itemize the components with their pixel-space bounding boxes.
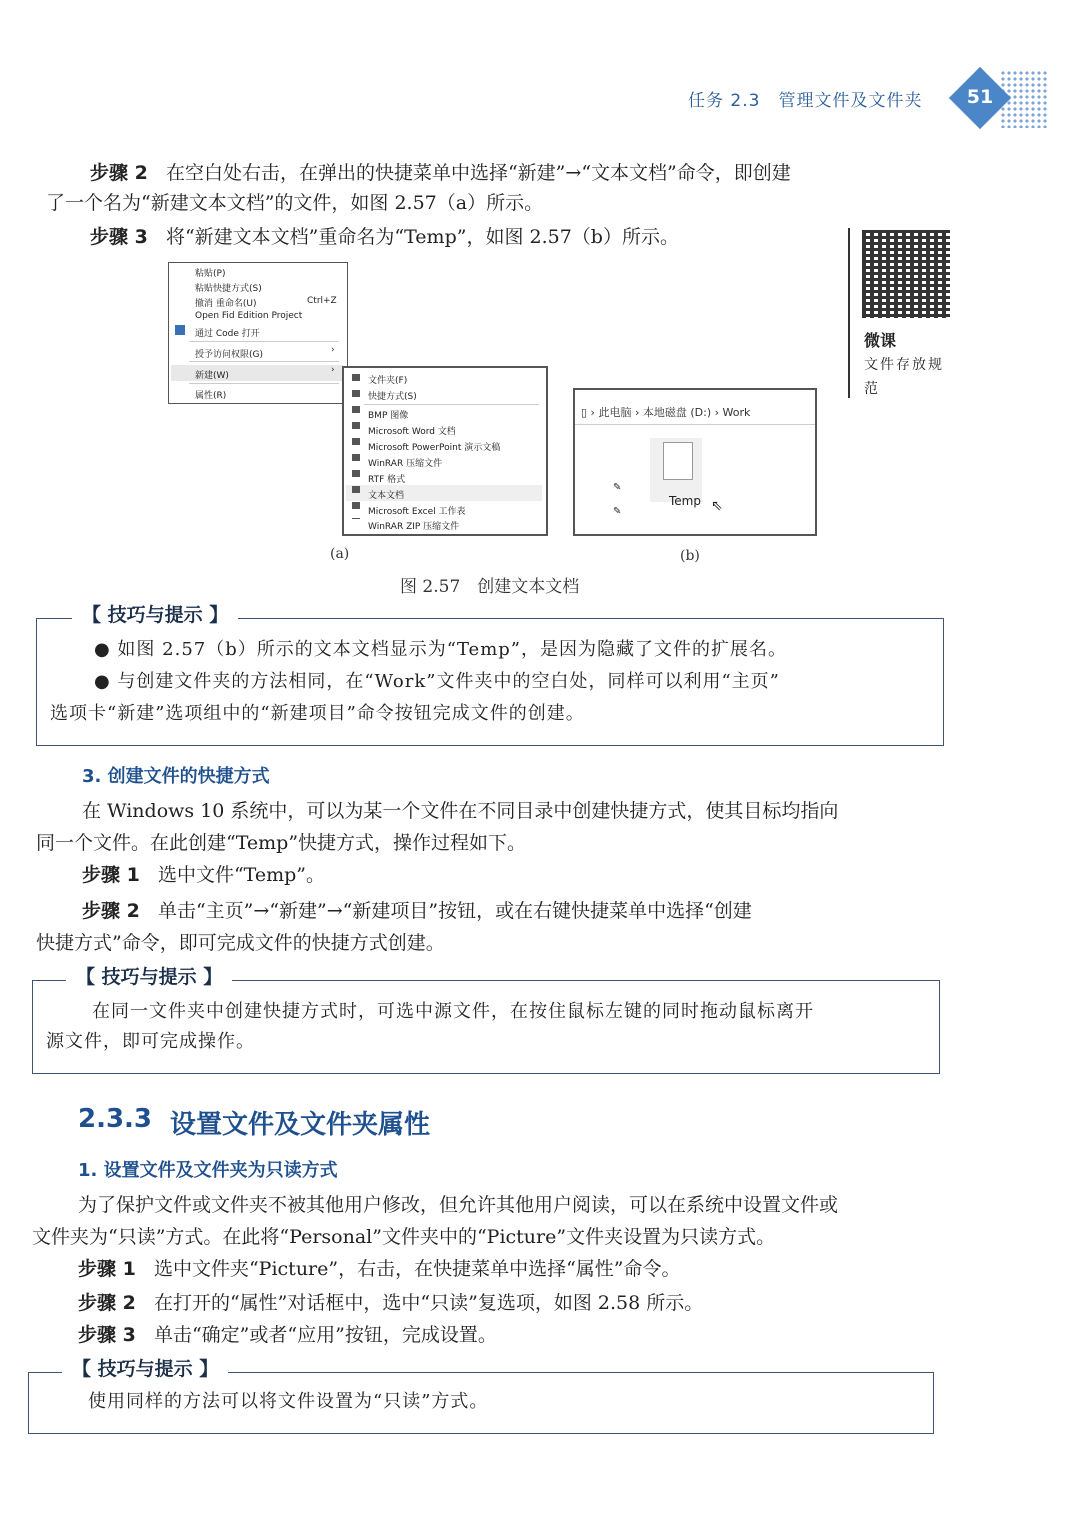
breadcrumb-item[interactable]: Work <box>722 406 751 419</box>
tip-text: ● 如图 2.57（b）所示的文本文档显示为“Temp”，是因为隐藏了文件的扩展名。 <box>94 639 788 660</box>
step-label: 步骤 2 <box>90 162 148 184</box>
tip-title: 【 技巧与提示 】 <box>62 1354 228 1381</box>
section-heading: 1. 设置文件及文件夹为只读方式 <box>78 1160 338 1181</box>
menu-item[interactable]: 通过 Code 打开 <box>195 329 260 339</box>
step-label: 步骤 1 <box>82 864 140 886</box>
submenu-item[interactable]: RTF 格式 <box>368 475 406 485</box>
menu-item[interactable]: 粘贴快捷方式(S) <box>195 284 262 294</box>
chevron-right-icon: › <box>331 365 335 375</box>
submenu-item[interactable]: Microsoft Excel 工作表 <box>368 507 466 517</box>
file-type-icons <box>352 374 360 519</box>
step-continuation: 了一个名为“新建文本文档”的文件，如图 2.57（a）所示。 <box>46 192 544 214</box>
menu-divider <box>364 404 539 405</box>
breadcrumb-sep-icon: ▯ › <box>581 406 599 419</box>
step-line <box>82 894 752 928</box>
menu-item[interactable]: Open Fid Edition Project <box>195 311 303 321</box>
tip-title: 【 技巧与提示 】 <box>72 600 238 627</box>
menu-divider <box>189 361 339 362</box>
step-text: 在打开的“属性”对话框中，选中“只读”复选项，如图 2.58 所示。 <box>153 1292 704 1314</box>
qr-code <box>862 230 950 318</box>
submenu-item[interactable]: Microsoft PowerPoint 演示文稿 <box>368 443 501 453</box>
step-line <box>78 1286 703 1320</box>
body-text: 同一个文件。在此创建“Temp”快捷方式，操作过程如下。 <box>36 832 527 854</box>
qr-title: 微课 <box>864 331 897 350</box>
step-text: 选中文件夹“Picture”，右击，在快捷菜单中选择“属性”命令。 <box>153 1258 681 1280</box>
tip-text: 使用同样的方法可以将文件设置为“只读”方式。 <box>88 1391 489 1412</box>
side-rule <box>848 228 850 398</box>
breadcrumb-sep-icon: › <box>634 406 643 419</box>
menu-item[interactable]: 粘贴(P) <box>195 269 226 279</box>
step-text: 单击“主页”→“新建”→“新建项目”按钮，或在右键快捷菜单中选择“创建 <box>157 900 752 922</box>
figure-label-a: (a) <box>330 546 350 562</box>
address-divider <box>575 424 815 425</box>
step-line <box>90 220 679 254</box>
pin-icon: ✎ <box>613 506 622 517</box>
step-label: 步骤 2 <box>78 1292 136 1314</box>
context-menu <box>168 262 348 404</box>
submenu-item[interactable]: WinRAR 压缩文件 <box>368 459 443 469</box>
qr-caption: 范 <box>864 381 878 397</box>
menu-item[interactable]: 授予访问权限(G) <box>195 350 263 360</box>
vscode-icon <box>175 325 185 335</box>
new-submenu <box>342 366 548 536</box>
tip-text: 源文件，即可完成操作。 <box>46 1031 255 1052</box>
breadcrumb <box>581 404 750 420</box>
section-heading: 3. 创建文件的快捷方式 <box>82 766 270 787</box>
breadcrumb-item[interactable]: 本地磁盘 (D:) <box>642 406 712 419</box>
menu-item-new[interactable]: 新建(W) <box>195 371 229 381</box>
submenu-item[interactable]: Microsoft Word 文档 <box>368 427 456 437</box>
step-label: 步骤 1 <box>78 1258 136 1280</box>
qr-caption: 文件存放规 <box>864 357 944 373</box>
text-file-icon <box>663 442 693 480</box>
body-text: 为了保护文件或文件夹不被其他用户修改，但允许其他用户阅读，可以在系统中设置文件或 <box>78 1194 839 1216</box>
step-text: 在空白处右击，在弹出的快捷菜单中选择“新建”→“文本文档”命令，即创建 <box>165 162 791 184</box>
step-label: 步骤 3 <box>78 1324 136 1346</box>
body-text: 在 Windows 10 系统中，可以为某一个文件在不同目录中创建快捷方式，使其目标均指向 <box>82 800 839 822</box>
tip-text: 在同一文件夹中创建快捷方式时，可选中源文件，在按住鼠标左键的同时拖动鼠标离开 <box>92 1001 814 1022</box>
submenu-item[interactable]: 文件夹(F) <box>368 376 408 386</box>
tip-title: 【 技巧与提示 】 <box>66 962 232 989</box>
step-text: 选中文件“Temp”。 <box>157 864 326 886</box>
step-line <box>82 858 325 892</box>
step-label: 步骤 3 <box>90 226 148 248</box>
breadcrumb-sep-icon: › <box>714 406 723 419</box>
cursor-icon: ⇖ <box>711 498 723 514</box>
figure-caption: 图 2.57 创建文本文档 <box>400 577 580 597</box>
submenu-item-text-document[interactable]: 文本文档 <box>368 491 405 501</box>
chevron-right-icon: › <box>331 345 335 355</box>
explorer-window <box>573 388 817 536</box>
subsection-number: 2.3.3 <box>78 1104 153 1134</box>
menu-item[interactable]: 撤消 重命名(U) <box>195 299 257 309</box>
body-text: 文件夹为“只读”方式。在此将“Personal”文件夹中的“Picture”文件夹设置为只读方式。 <box>32 1226 776 1248</box>
breadcrumb-item[interactable]: 此电脑 <box>598 406 632 419</box>
step-line <box>78 1252 681 1286</box>
step-continuation: 快捷方式”命令，即可完成文件的快捷方式创建。 <box>36 932 445 954</box>
menu-divider <box>189 383 339 384</box>
menu-shortcut: Ctrl+Z <box>307 296 337 306</box>
figure-label-b: (b) <box>680 548 700 564</box>
page-number: 51 <box>966 86 994 108</box>
step-text: 单击“确定”或者“应用”按钮，完成设置。 <box>153 1324 497 1346</box>
step-label: 步骤 2 <box>82 900 140 922</box>
step-text: 将“新建文本文档”重命名为“Temp”，如图 2.57（b）所示。 <box>165 226 679 248</box>
step-line <box>90 156 791 190</box>
menu-divider <box>189 341 339 342</box>
tip-text: ● 与创建文件夹的方法相同，在“Work”文件夹中的空白处，同样可以利用“主页” <box>94 671 780 692</box>
subsection-heading: 设置文件及文件夹属性 <box>170 1110 431 1140</box>
tip-text: 选项卡“新建”选项组中的“新建项目”命令按钮完成文件的创建。 <box>50 703 585 724</box>
submenu-item[interactable]: WinRAR ZIP 压缩文件 <box>368 522 460 532</box>
menu-item[interactable]: 属性(R) <box>195 391 227 401</box>
submenu-item[interactable]: 快捷方式(S) <box>368 392 417 402</box>
running-header: 任务 2.3 管理文件及文件夹 <box>688 91 923 111</box>
file-name[interactable]: Temp <box>669 494 701 508</box>
pin-icon: ✎ <box>613 482 622 493</box>
submenu-item[interactable]: BMP 图像 <box>368 411 409 421</box>
step-line <box>78 1318 497 1352</box>
